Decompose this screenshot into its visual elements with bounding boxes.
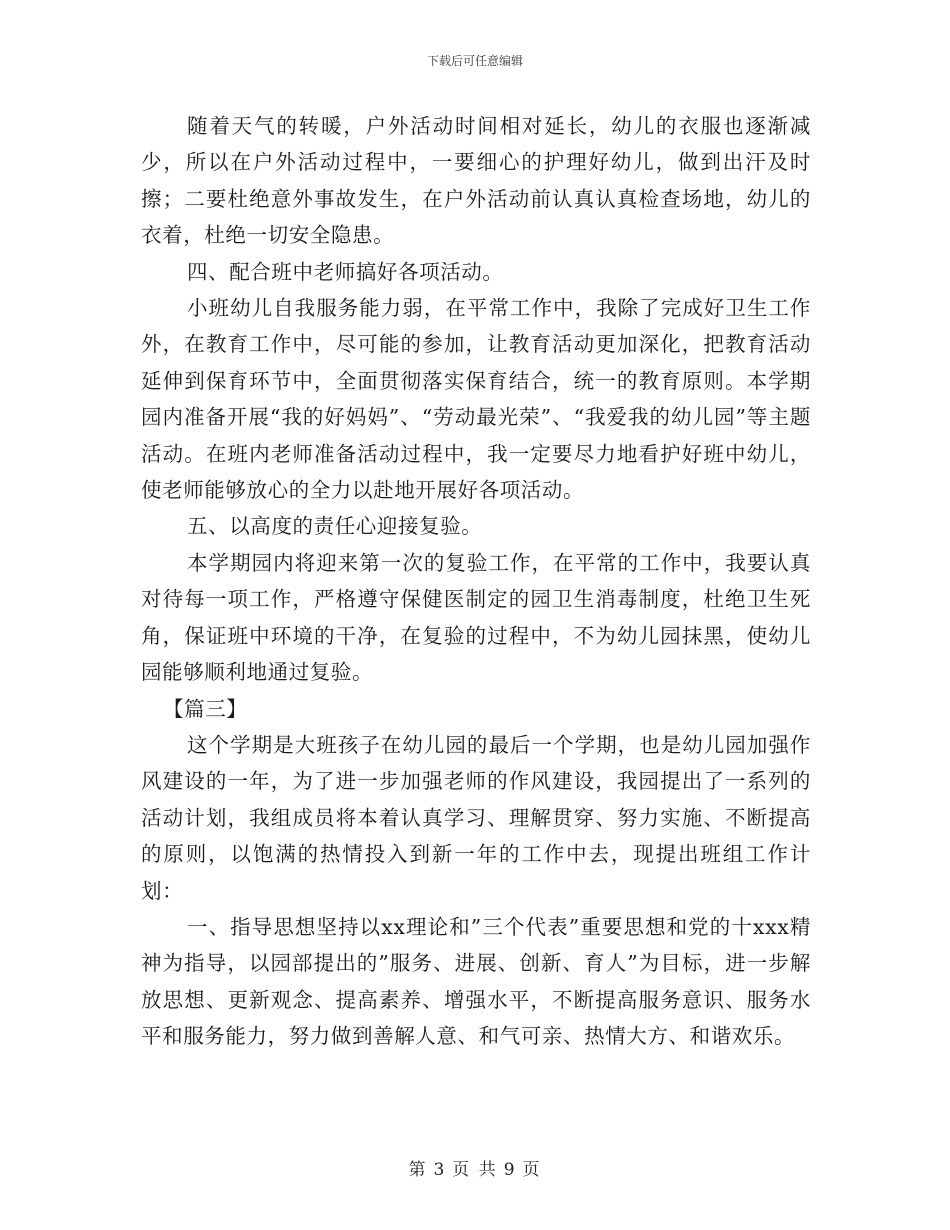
paragraph-semester-intro: 这个学期是大班孩子在幼儿园的最后一个学期，也是幼儿园加强作风建设的一年，为了进一步加强老师的作风建设，我园提出了一系列的活动计划，我组成员将本着认真学习、理解贯穿、努力实施、不断提高的原则，以饱满的热情投入到新一年的工作中去，现提出班组工作计划： bbox=[141, 732, 811, 903]
footer-current-page: 3 bbox=[433, 1160, 447, 1180]
page-header: 下载后可任意编辑 bbox=[426, 54, 523, 68]
part-heading-three: 【篇三】 bbox=[163, 696, 248, 721]
footer-middle: 页 共 bbox=[452, 1160, 498, 1180]
footer-prefix: 第 bbox=[408, 1160, 428, 1180]
section-heading-four: 四、配合班中老师搞好各项活动。 bbox=[187, 259, 504, 284]
footer-total-pages: 9 bbox=[503, 1160, 517, 1180]
paragraph-cooperate-activities: 小班幼儿自我服务能力弱，在平常工作中，我除了完成好卫生工作外，在教育工作中，尽可能的参加，让教育活动更加深化，把教育活动延伸到保育环节中，全面贯彻落实保育结合，统一的教育原则。本学期园内准备开展“我的好妈妈”、“劳动最光荣”、“我爱我的幼儿园”等主题活动。在班内老师准备活动过程中，我一定要尽力地看护好班中幼儿，使老师能够放心的全力以赴地开展好各项活动。 bbox=[141, 296, 811, 503]
page-footer bbox=[0, 1155, 950, 1180]
paragraph-guiding-ideology: 一、指导思想坚持以xx理论和”三个代表”重要思想和党的十xxx精神为指导，以园部提出的”服务、进展、创新、育人”为目标，进一步解放思想、更新观念、提高素养、增强水平，不断提高服务意识、服务水平和服务能力，努力做到善解人意、和气可亲、热情大方、和谐欢乐。 bbox=[141, 914, 811, 1049]
footer-suffix: 页 bbox=[522, 1160, 542, 1180]
paragraph-reinspection: 本学期园内将迎来第一次的复验工作，在平常的工作中，我要认真对待每一项工作，严格遵守保健医制定的园卫生消毒制度，杜绝卫生死角，保证班中环境的干净，在复验的过程中，不为幼儿园抹黑，使幼儿园能够顺利地通过复验。 bbox=[141, 550, 811, 685]
section-heading-five: 五、以高度的责任心迎接复验。 bbox=[187, 514, 483, 539]
paragraph-outdoor-care: 随着天气的转暖，户外活动时间相对延长，幼儿的衣服也逐渐减少，所以在户外活动过程中，一要细心的护理好幼儿，做到出汗及时擦；二要杜绝意外事故发生，在户外活动前认真认真检查场地，幼儿的衣着，杜绝一切安全隐患。 bbox=[141, 114, 811, 248]
document-body bbox=[141, 108, 811, 1055]
